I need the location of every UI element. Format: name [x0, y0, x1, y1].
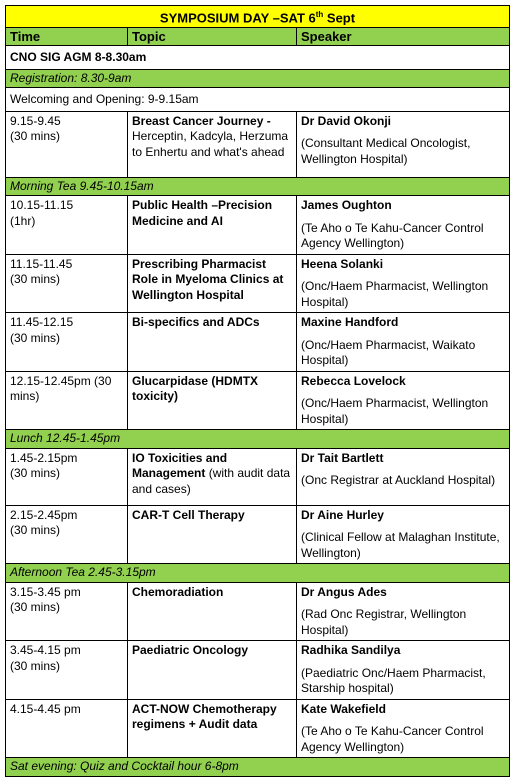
welcoming-row	[6, 88, 510, 112]
title-row	[6, 6, 510, 28]
session-speaker: Rebecca Lovelock (Onc/Haem Pharmacist, Wellington Hospital)	[297, 371, 510, 430]
session-row	[6, 641, 510, 700]
lunch-row	[6, 430, 510, 449]
morning-tea-row	[6, 177, 510, 196]
afternoon-tea-text: Afternoon Tea 2.45-3.15pm	[6, 564, 510, 583]
session-row	[6, 313, 510, 372]
session-time: 11.45-12.15 (30 mins)	[6, 313, 128, 372]
time-column-header: Time	[6, 27, 128, 46]
session-topic: Glucarpidase (HDMTX toxicity)	[128, 371, 297, 430]
welcoming-text: Welcoming and Opening: 9-9.15am	[6, 88, 510, 112]
session-row	[6, 371, 510, 430]
agm-row	[6, 46, 510, 70]
session-speaker: Maxine Handford (Onc/Haem Pharmacist, Waikato Hospital)	[297, 313, 510, 372]
session-speaker: Dr David Okonji (Consultant Medical Oncologist, Wellington Hospital)	[297, 111, 510, 177]
session-time: 1.45-2.15pm (30 mins)	[6, 448, 128, 505]
session-time: 10.15-11.15 (1hr)	[6, 196, 128, 255]
registration-row	[6, 69, 510, 88]
session-speaker: James Oughton (Te Aho o Te Kahu-Cancer Control Agency Wellington)	[297, 196, 510, 255]
morning-tea-text: Morning Tea 9.45-10.15am	[6, 177, 510, 196]
session-speaker: Dr Angus Ades (Rad Onc Registrar, Wellington Hospital)	[297, 582, 510, 641]
session-row	[6, 254, 510, 313]
lunch-text: Lunch 12.45-1.45pm	[6, 430, 510, 449]
topic-column-header: Topic	[128, 27, 297, 46]
session-row	[6, 111, 510, 177]
registration-text: Registration: 8.30-9am	[6, 69, 510, 88]
session-row	[6, 699, 510, 758]
session-speaker: Radhika Sandilya (Paediatric Onc/Haem Pharmacist, Starship hospital)	[297, 641, 510, 700]
symposium-schedule-table	[5, 5, 510, 777]
session-time: 4.15-4.45 pm	[6, 699, 128, 758]
session-time: 12.15-12.45pm (30 mins)	[6, 371, 128, 430]
page-title: SYMPOSIUM DAY –SAT 6th Sept	[6, 6, 510, 28]
session-time: 2.15-2.45pm (30 mins)	[6, 505, 128, 564]
session-time: 11.15-11.45 (30 mins)	[6, 254, 128, 313]
evening-text: Sat evening: Quiz and Cocktail hour 6-8pm	[6, 758, 510, 777]
session-row	[6, 582, 510, 641]
schedule-container	[5, 5, 509, 777]
session-time: 3.45-4.15 pm (30 mins)	[6, 641, 128, 700]
session-topic: Bi-specifics and ADCs	[128, 313, 297, 372]
evening-row	[6, 758, 510, 777]
session-speaker: Kate Wakefield (Te Aho o Te Kahu-Cancer Control Agency Wellington)	[297, 699, 510, 758]
session-topic: Prescribing Pharmacist Role in Myeloma Clinics at Wellington Hospital	[128, 254, 297, 313]
session-topic: Paediatric Oncology	[128, 641, 297, 700]
session-topic: IO Toxicities and Management (with audit data and cases)	[128, 448, 297, 505]
session-time: 9.15-9.45 (30 mins)	[6, 111, 128, 177]
session-row	[6, 505, 510, 564]
session-row	[6, 448, 510, 505]
session-row	[6, 196, 510, 255]
session-speaker: Heena Solanki (Onc/Haem Pharmacist, Wellington Hospital)	[297, 254, 510, 313]
session-time: 3.15-3.45 pm (30 mins)	[6, 582, 128, 641]
agm-text: CNO SIG AGM 8-8.30am	[6, 46, 510, 70]
session-topic: Chemoradiation	[128, 582, 297, 641]
session-topic: Public Health –Precision Medicine and AI	[128, 196, 297, 255]
afternoon-tea-row	[6, 564, 510, 583]
session-topic: CAR-T Cell Therapy	[128, 505, 297, 564]
session-speaker: Dr Aine Hurley (Clinical Fellow at Malaghan Institute, Wellington)	[297, 505, 510, 564]
session-topic: Breast Cancer Journey - Herceptin, Kadcyla, Herzuma to Enhertu and what's ahead	[128, 111, 297, 177]
session-speaker: Dr Tait Bartlett (Onc Registrar at Auckland Hospital)	[297, 448, 510, 505]
speaker-column-header: Speaker	[297, 27, 510, 46]
header-row	[6, 27, 510, 46]
session-topic: ACT-NOW Chemotherapy regimens + Audit data	[128, 699, 297, 758]
